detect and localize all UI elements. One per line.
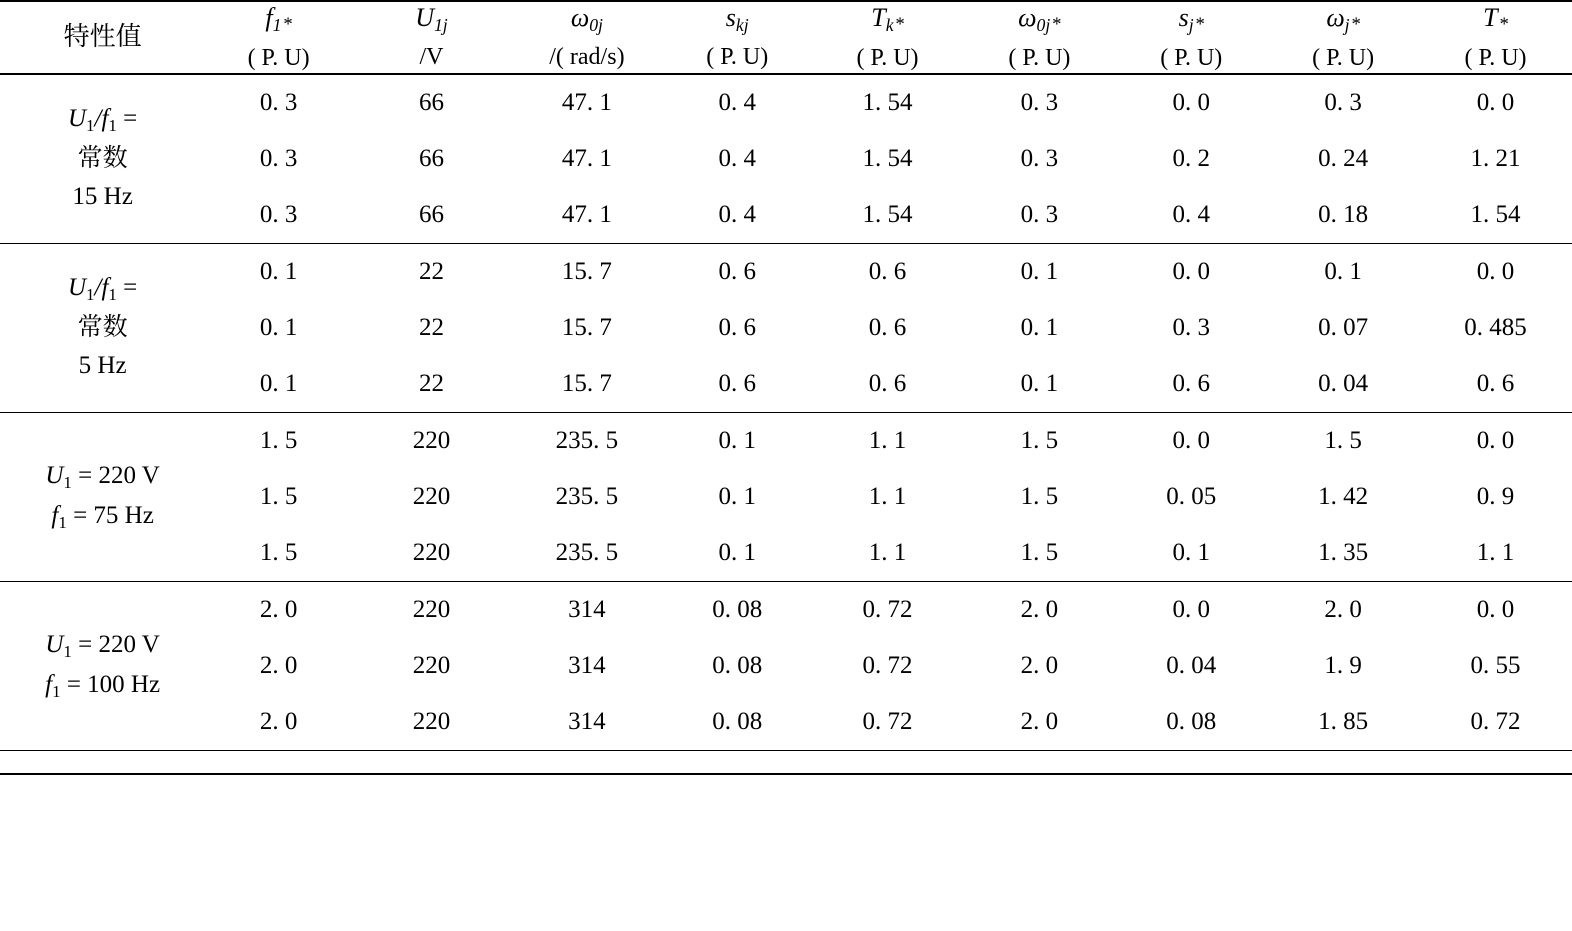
cell-g3-r1-c8: 1. 5 <box>1267 412 1419 469</box>
cell-g1-r1-c2: 66 <box>352 74 511 131</box>
column-header-unit: ( P. U) <box>1160 44 1223 71</box>
cell-g4-r2-c8: 1. 9 <box>1324 651 1362 679</box>
cell-g1-r3-c2: 66 <box>418 200 444 228</box>
bottom-spacer-cell <box>812 750 964 774</box>
column-header-unit: ( P. U) <box>1464 44 1527 71</box>
cell-g1-r2-c2: 66 <box>418 144 444 172</box>
column-header-unit: ( P. U) <box>1312 44 1375 71</box>
cell-g1-r2-c5: 1. 54 <box>862 144 913 172</box>
cell-g2-r3-c6: 0. 1 <box>1020 369 1059 397</box>
table-row <box>0 694 1572 751</box>
cell-g3-r2-c6: 1. 5 <box>1020 482 1059 510</box>
table-row <box>0 74 1572 131</box>
column-header-symbol: $\omega_j*$ <box>1326 3 1360 36</box>
column-header-symbol: $U_{1j}$ <box>415 3 448 36</box>
cell-g1-r3-c6: 0. 3 <box>1020 200 1059 228</box>
cell-g3-r2-c7: 0. 05 <box>1166 482 1217 510</box>
table-row <box>0 243 1572 300</box>
cell-g4-r2-c2: 220 <box>412 651 451 679</box>
cell-g2-r3-c1: 0. 1 <box>259 369 298 397</box>
bottom-spacer-cell <box>663 750 812 774</box>
column-header-4 <box>663 1 812 74</box>
column-header-symbol: $s_j*$ <box>1178 3 1204 36</box>
cell-g1-r1-c3: 47. 1 <box>511 74 663 131</box>
cell-g2-r3-c7: 0. 6 <box>1172 369 1211 397</box>
column-header-symbol: $T_k*$ <box>871 3 904 36</box>
group-label-4: $U_1 = 220$ V $f_1 = 100$ Hz <box>0 581 205 750</box>
column-header-unit: ( P. U) <box>856 44 919 71</box>
cell-g1-r3-c5: 1. 54 <box>862 200 913 228</box>
table-row <box>0 300 1572 356</box>
cell-g4-r2-c7: 0. 04 <box>1166 651 1217 679</box>
cell-g2-r2-c2: 22 <box>418 313 444 341</box>
cell-g4-r2-c4: 0. 08 <box>712 651 763 679</box>
cell-g2-r2-c9: 0. 485 <box>1464 313 1527 341</box>
bottom-spacer-cell <box>511 750 663 774</box>
cell-g3-r1-c3: 235. 5 <box>511 412 663 469</box>
cell-g3-r2-c3: 235. 5 <box>555 482 619 510</box>
bottom-spacer-cell <box>1267 750 1419 774</box>
column-header-8 <box>1267 1 1419 74</box>
cell-g2-r1-c7: 0. 0 <box>1115 243 1267 300</box>
table-row <box>0 356 1572 413</box>
bottom-spacer-cell <box>1419 750 1572 774</box>
column-header-unit: ( P. U) <box>1008 44 1071 71</box>
cell-g2-r2-c6: 0. 1 <box>1020 313 1059 341</box>
cell-g1-r3-c9: 1. 54 <box>1470 200 1521 228</box>
cell-g4-r3-c2: 220 <box>412 707 451 735</box>
cell-g2-r2-c8: 0. 07 <box>1318 313 1369 341</box>
cell-g2-r1-c1: 0. 1 <box>205 243 352 300</box>
cell-g4-r2-c3: 314 <box>568 651 606 679</box>
bottom-spacer-cell <box>352 750 511 774</box>
bottom-spacer-cell <box>1115 750 1267 774</box>
cell-g2-r2-c4: 0. 6 <box>718 313 756 341</box>
cell-g1-r3-c4: 0. 4 <box>718 200 756 228</box>
cell-g3-r2-c1: 1. 5 <box>259 482 298 510</box>
cell-g2-r3-c5: 0. 6 <box>868 369 907 397</box>
cell-g4-r3-c5: 0. 72 <box>862 707 913 735</box>
table-row <box>0 187 1572 244</box>
cell-g2-r2-c3: 15. 7 <box>561 313 612 341</box>
column-header-unit: ( P. U) <box>247 44 310 71</box>
cell-g1-r1-c8: 0. 3 <box>1267 74 1419 131</box>
cell-g4-r1-c7: 0. 0 <box>1115 581 1267 638</box>
column-header-5 <box>812 1 964 74</box>
cell-g4-r1-c6: 2. 0 <box>963 581 1115 638</box>
cell-g4-r2-c5: 0. 72 <box>862 651 913 679</box>
cell-g3-r3-c6: 1. 5 <box>1020 538 1059 566</box>
cell-g3-r1-c5: 1. 1 <box>812 412 964 469</box>
cell-g3-r1-c1: 1. 5 <box>205 412 352 469</box>
cell-g1-r2-c9: 1. 21 <box>1470 144 1521 172</box>
cell-g1-r3-c8: 0. 18 <box>1318 200 1369 228</box>
header-row-label-text: 特性值 <box>63 22 142 52</box>
table-row <box>0 525 1572 582</box>
column-header-symbol: T* <box>1483 3 1508 36</box>
cell-g3-r3-c5: 1. 1 <box>868 538 907 566</box>
cell-g2-r1-c3: 15. 7 <box>511 243 663 300</box>
column-header-1 <box>205 1 352 74</box>
cell-g4-r1-c8: 2. 0 <box>1267 581 1419 638</box>
cell-g4-r2-c1: 2. 0 <box>259 651 298 679</box>
cell-g4-r1-c2: 220 <box>352 581 511 638</box>
cell-g1-r1-c6: 0. 3 <box>963 74 1115 131</box>
cell-g4-r1-c9: 0. 0 <box>1419 581 1572 638</box>
table-row <box>0 581 1572 638</box>
cell-g3-r3-c7: 0. 1 <box>1172 538 1211 566</box>
cell-g1-r2-c1: 0. 3 <box>259 144 298 172</box>
cell-g1-r1-c9: 0. 0 <box>1419 74 1572 131</box>
cell-g1-r1-c1: 0. 3 <box>205 74 352 131</box>
cell-g1-r3-c7: 0. 4 <box>1172 200 1211 228</box>
column-header-2 <box>352 1 511 74</box>
column-header-unit: /( rad/s) <box>549 44 625 71</box>
cell-g2-r2-c7: 0. 3 <box>1172 313 1211 341</box>
cell-g3-r3-c9: 1. 1 <box>1476 538 1515 566</box>
cell-g2-r3-c3: 15. 7 <box>561 369 612 397</box>
cell-g4-r3-c6: 2. 0 <box>1020 707 1059 735</box>
cell-g1-r3-c1: 0. 3 <box>259 200 298 228</box>
cell-g3-r3-c8: 1. 35 <box>1318 538 1369 566</box>
cell-g2-r3-c9: 0. 6 <box>1476 369 1515 397</box>
cell-g2-r2-c1: 0. 1 <box>259 313 298 341</box>
cell-g3-r3-c3: 235. 5 <box>555 538 619 566</box>
cell-g4-r3-c3: 314 <box>568 707 606 735</box>
cell-g4-r1-c3: 314 <box>511 581 663 638</box>
cell-g4-r3-c1: 2. 0 <box>259 707 298 735</box>
cell-g2-r1-c8: 0. 1 <box>1267 243 1419 300</box>
column-header-unit: /V <box>419 44 444 71</box>
cell-g4-r2-c6: 2. 0 <box>1020 651 1059 679</box>
bottom-spacer-cell <box>205 750 352 774</box>
column-header-9 <box>1419 1 1572 74</box>
table-row <box>0 638 1572 694</box>
cell-g4-r3-c7: 0. 08 <box>1166 707 1217 735</box>
cell-g2-r1-c4: 0. 6 <box>663 243 812 300</box>
table-row <box>0 131 1572 187</box>
cell-g1-r1-c5: 1. 54 <box>812 74 964 131</box>
bottom-spacer-cell <box>0 750 205 774</box>
cell-g1-r2-c4: 0. 4 <box>718 144 756 172</box>
cell-g3-r1-c7: 0. 0 <box>1115 412 1267 469</box>
group-label-1: $U_1/f_1$ = 常数 15 Hz <box>0 74 205 244</box>
group-label-3: $U_1 = 220$ V $f_1 = 75$ Hz <box>0 412 205 581</box>
cell-g2-r2-c5: 0. 6 <box>868 313 907 341</box>
cell-g2-r3-c8: 0. 04 <box>1318 369 1369 397</box>
cell-g2-r1-c2: 22 <box>352 243 511 300</box>
cell-g4-r1-c1: 2. 0 <box>205 581 352 638</box>
cell-g3-r2-c2: 220 <box>412 482 451 510</box>
cell-g1-r1-c4: 0. 4 <box>663 74 812 131</box>
cell-g1-r3-c3: 47. 1 <box>561 200 612 228</box>
header-row-label <box>0 1 205 74</box>
cell-g3-r3-c4: 0. 1 <box>718 538 756 566</box>
cell-g3-r1-c6: 1. 5 <box>963 412 1115 469</box>
table-row <box>0 412 1572 469</box>
cell-g4-r3-c9: 0. 72 <box>1470 707 1521 735</box>
cell-g3-r2-c5: 1. 1 <box>868 482 907 510</box>
cell-g3-r3-c1: 1. 5 <box>259 538 298 566</box>
column-header-7 <box>1115 1 1267 74</box>
cell-g4-r3-c8: 1. 85 <box>1318 707 1369 735</box>
cell-g3-r2-c9: 0. 9 <box>1476 482 1515 510</box>
column-header-symbol: $\omega_{0j}*$ <box>1018 3 1061 36</box>
table-bottom-rule <box>0 750 1572 774</box>
column-header-symbol: $s_{kj}$ <box>725 3 749 36</box>
cell-g4-r1-c5: 0. 72 <box>812 581 964 638</box>
bottom-spacer-cell <box>963 750 1115 774</box>
cell-g4-r3-c4: 0. 08 <box>712 707 763 735</box>
cell-g2-r1-c6: 0. 1 <box>963 243 1115 300</box>
cell-g2-r3-c2: 22 <box>418 369 444 397</box>
cell-g1-r2-c8: 0. 24 <box>1318 144 1369 172</box>
group-label-2: $U_1/f_1$ = 常数 5 Hz <box>0 243 205 412</box>
cell-g3-r2-c4: 0. 1 <box>718 482 756 510</box>
table-row <box>0 469 1572 525</box>
cell-g3-r1-c4: 0. 1 <box>663 412 812 469</box>
column-header-6 <box>963 1 1115 74</box>
cell-g3-r1-c2: 220 <box>352 412 511 469</box>
cell-g2-r1-c9: 0. 0 <box>1419 243 1572 300</box>
cell-g1-r2-c7: 0. 2 <box>1172 144 1211 172</box>
column-header-unit: ( P. U) <box>706 44 769 71</box>
column-header-symbol: $\omega_{0j}$ <box>570 3 603 36</box>
column-header-3 <box>511 1 663 74</box>
table-header-row <box>0 1 1572 74</box>
cell-g2-r3-c4: 0. 6 <box>718 369 756 397</box>
cell-g3-r1-c9: 0. 0 <box>1419 412 1572 469</box>
cell-g1-r2-c3: 47. 1 <box>561 144 612 172</box>
cell-g3-r2-c8: 1. 42 <box>1318 482 1369 510</box>
cell-g3-r3-c2: 220 <box>412 538 451 566</box>
cell-g1-r2-c6: 0. 3 <box>1020 144 1059 172</box>
cell-g1-r1-c7: 0. 0 <box>1115 74 1267 131</box>
column-header-symbol: $f_1*$ <box>265 3 292 36</box>
cell-g2-r1-c5: 0. 6 <box>812 243 964 300</box>
cell-g4-r1-c4: 0. 08 <box>663 581 812 638</box>
cell-g4-r2-c9: 0. 55 <box>1470 651 1521 679</box>
